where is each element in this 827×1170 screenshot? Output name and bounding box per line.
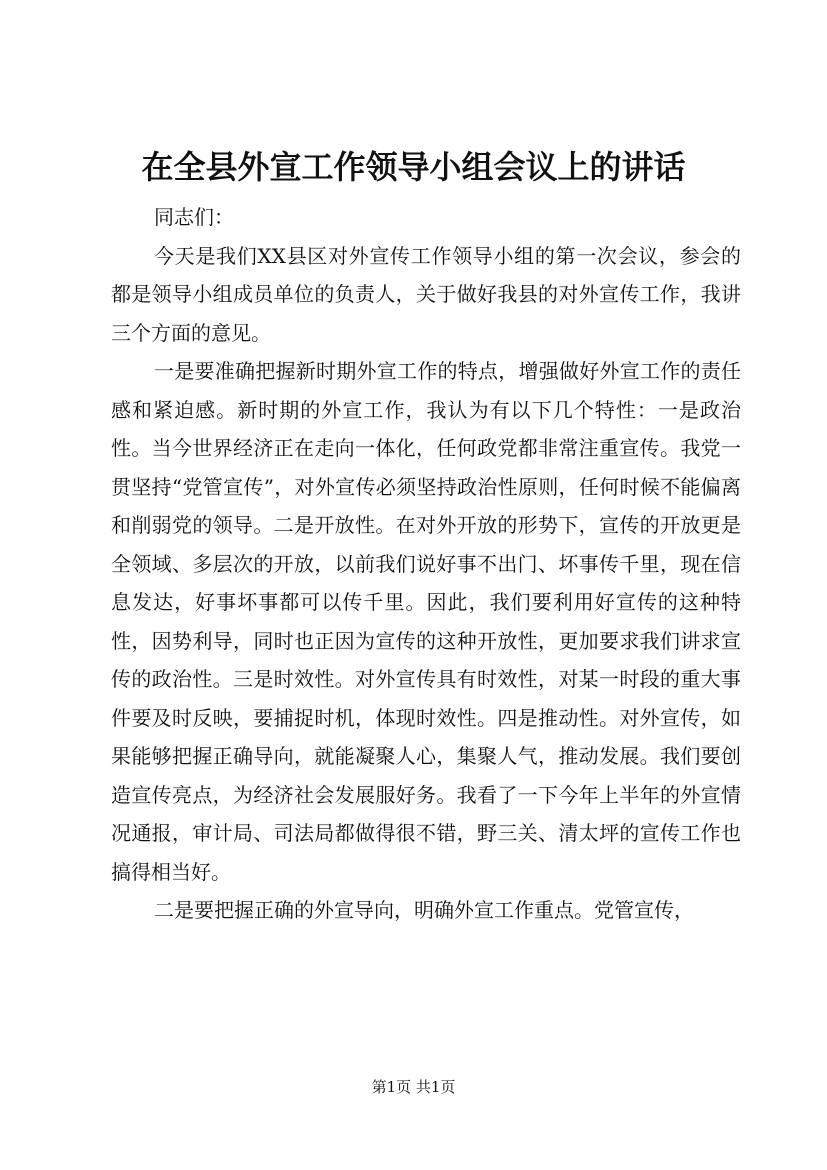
paragraph-3: 二是要把握正确的外宣导向，明确外宣工作重点。党管宣传， <box>154 898 694 922</box>
paragraph-2: 一是要准确把握新时期外宣工作的特点，增强做好外宣工作的责任感和紧迫感。新时期的外宣工作，我认为有以下几个特性：一是政治性。当今世界经济正在走向一体化，任何政党都非常注重宣传。我党一贯坚持“党管宣传”，对外宣传必须坚持政治性原则，任何时候不能偏离和削弱党的领导。二是开放性。在对外开放的形势下，宣传的开放更是全领域、多层次的开放，以前我们说好事不出门、坏事传千里，现在信息发达，好事坏事都可以传千里。因此，我们要利用好宣传的这种特性，因势利导，同时也正因为宣传的这种开放性，更加要求我们讲求宣传的政治性。三是时效性。对外宣传具有时效性，对某一时段的重大事件要及时反映，要捕捉时机，体现时效性。四是推动性。对外宣传，如果能够把握正确导向，就能凝聚人心，集聚人气，推动发展。我们要创造宣传亮点，为经济社会发展服好务。我看了一下今年上半年的外宣情况通报，审计局、司法局都做得很不错，野三关、清太坪的宣传工作也搞得相当好。 <box>111 359 741 884</box>
page-footer: 第1页 共1页 <box>371 1078 456 1096</box>
document-title: 在全县外宣工作领导小组会议上的讲话 <box>141 148 686 186</box>
salutation: 同志们： <box>154 205 234 229</box>
document-body <box>111 198 741 930</box>
paragraph-1: 今天是我们XX县区对外宣传工作领导小组的第一次会议，参会的都是领导小组成员单位的负责人，关于做好我县的对外宣传工作，我讲三个方面的意见。 <box>111 243 741 345</box>
